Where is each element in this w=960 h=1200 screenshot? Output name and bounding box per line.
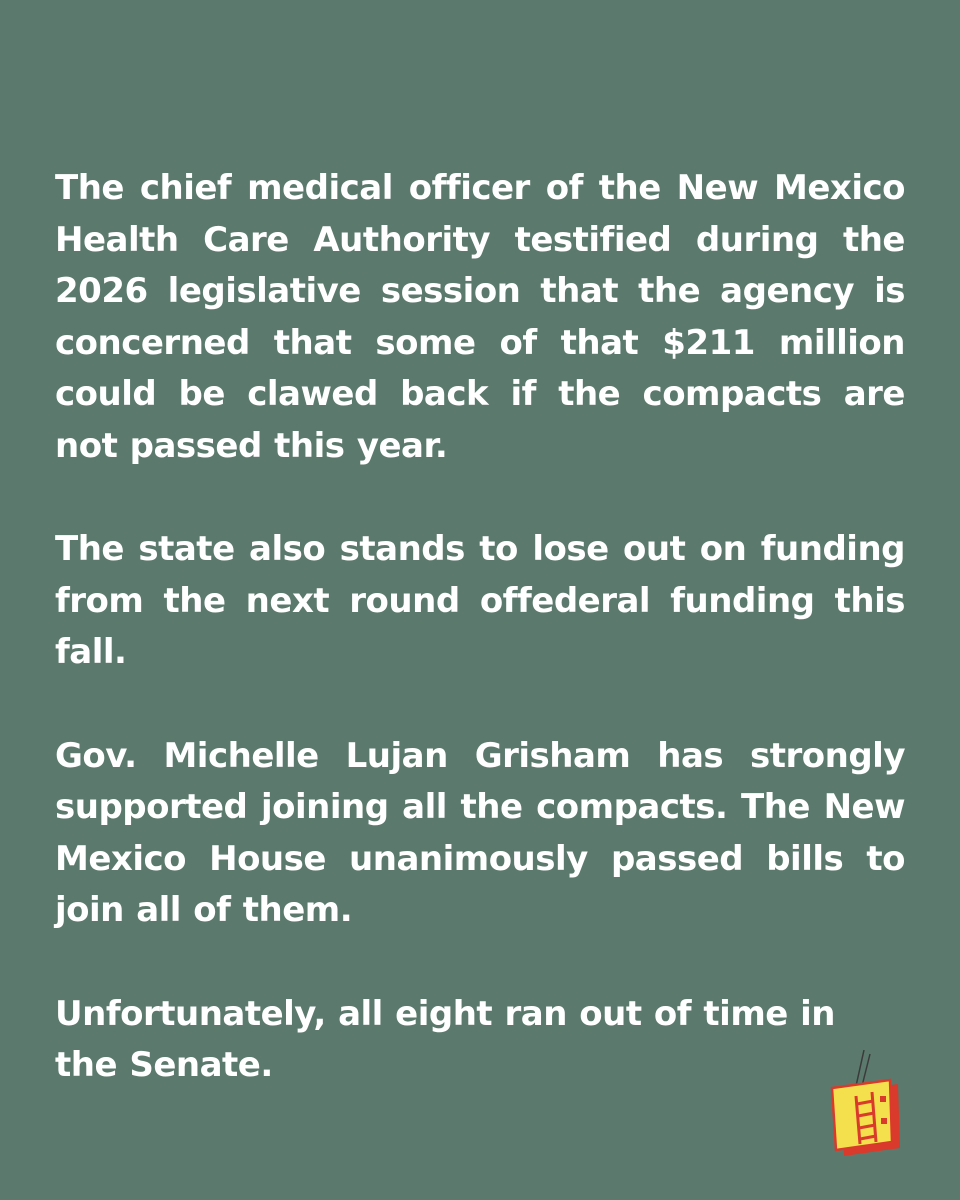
capitol-logo-icon <box>826 1048 902 1158</box>
paragraph-1: The chief medical officer of the New Mexico Health Care Authority testified during the 2026 legislative session that the agency is concerned that some of that $211 million could be clawed back if the compacts are not passed this year. <box>55 168 905 466</box>
paragraph-3: Gov. Michelle Lujan Grisham has strongly supported joining all the compacts. The New Mexico House unanimously passed bills to join all of them. <box>55 735 905 930</box>
paragraph-2: The state also stands to lose out on funding from the next round offederal funding this fall. <box>55 529 905 672</box>
paragraph-4: Unfortunately, all eight ran out of time in the Senate. <box>55 993 836 1085</box>
article-body <box>55 163 905 1092</box>
